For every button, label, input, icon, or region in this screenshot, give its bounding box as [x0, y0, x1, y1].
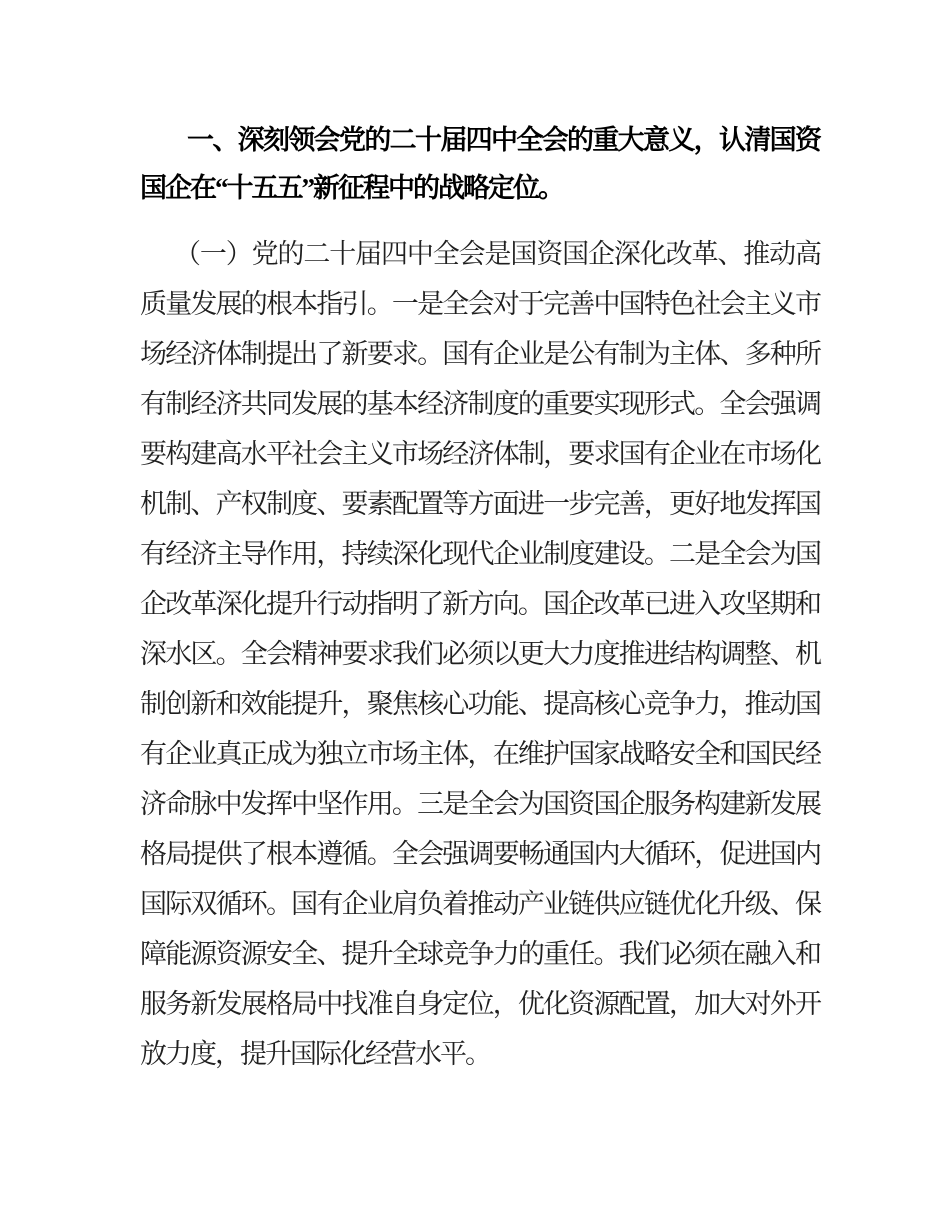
- paragraph-line-2: 质量发展的根本指引。一是全会对于完善中国特色社会主义市: [140, 289, 820, 319]
- text-column: [140, 0, 820, 1079]
- paragraph-line-1: （一）党的二十届四中全会是国资国企深化改革、推动高: [174, 239, 820, 269]
- paragraph-line-7: 有经济主导作用，持续深化现代企业制度建设。二是全会为国: [140, 539, 820, 569]
- heading-line-1: 一、深刻领会党的二十届四中全会的重大意义，认清国资: [187, 125, 820, 155]
- paragraph-line-11: 有企业真正成为独立市场主体，在维护国家战略安全和国民经: [140, 739, 820, 769]
- paragraph-line-12: 济命脉中发挥中坚作用。三是全会为国资国企服务构建新发展: [140, 789, 820, 819]
- paragraph-line-3: 场经济体制提出了新要求。国有企业是公有制为主体、多种所: [140, 339, 820, 369]
- section-heading: [140, 116, 820, 212]
- paragraph-line-6: 机制、产权制度、要素配置等方面进一步完善，更好地发挥国: [140, 489, 820, 519]
- paragraph-line-14: 国际双循环。国有企业肩负着推动产业链供应链优化升级、保: [140, 889, 820, 919]
- paragraph-line-15: 障能源资源安全、提升全球竞争力的重任。我们必须在融入和: [140, 939, 820, 969]
- paragraph-line-9: 深水区。全会精神要求我们必须以更大力度推进结构调整、机: [140, 639, 820, 669]
- paragraph-line-13: 格局提供了根本遵循。全会强调要畅通国内大循环，促进国内: [140, 839, 820, 869]
- paragraph-line-8: 企改革深化提升行动指明了新方向。国企改革已进入攻坚期和: [140, 589, 820, 619]
- heading-line-2: 国企在“十五五”新征程中的战略定位。: [140, 173, 563, 203]
- paragraph-line-10: 制创新和效能提升，聚焦核心功能、提高核心竞争力，推动国: [140, 689, 820, 719]
- paragraph-line-17: 放力度，提升国际化经营水平。: [140, 1039, 490, 1069]
- paragraph-line-16: 服务新发展格局中找准自身定位，优化资源配置，加大对外开: [140, 989, 820, 1019]
- paragraph-line-4: 有制经济共同发展的基本经济制度的重要实现形式。全会强调: [140, 389, 820, 419]
- body-paragraph: [140, 229, 820, 1079]
- paragraph-line-5: 要构建高水平社会主义市场经济体制，要求国有企业在市场化: [140, 439, 820, 469]
